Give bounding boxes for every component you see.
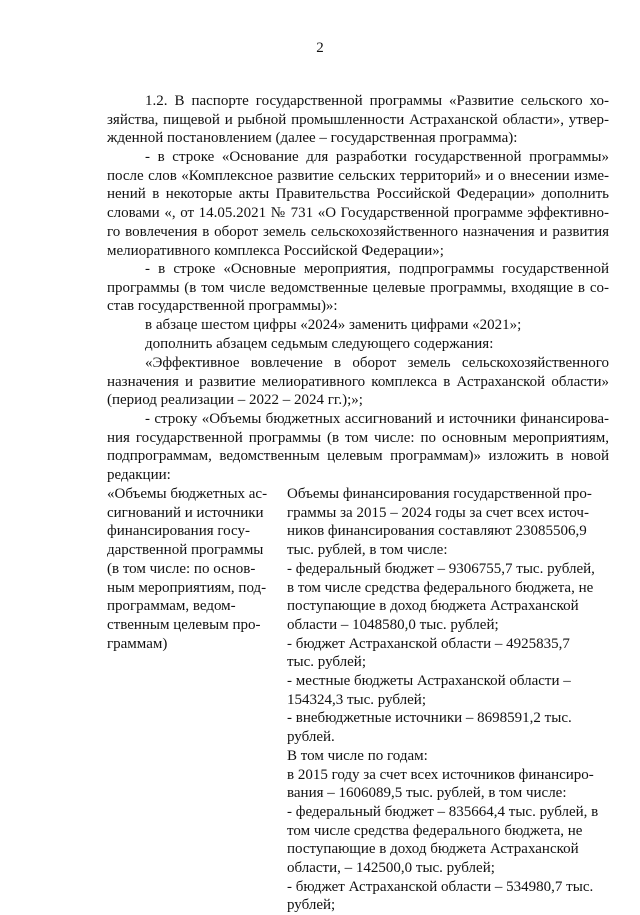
text-line: зяйства, пищевой и рыбной промышленности Астраханской области», утвер-: [107, 111, 609, 128]
text-line: поступающие в доход бюджета Астраханской: [287, 841, 579, 858]
text-line: граммам): [107, 635, 168, 652]
text-line: подпрограммам, ведомственным целевым программам)» изложить в новой: [107, 448, 609, 465]
paragraph-4: в абзаце шестом цифры «2024» заменить цифрами «2021»;: [145, 317, 522, 333]
text-line: финансирования госу-: [107, 523, 250, 540]
text-line: - строку «Объемы бюджетных ассигнований и источники финансирова-: [145, 411, 609, 427]
text-line: рублей.: [287, 729, 335, 746]
text-line: словами «, от 14.05.2021 № 731 «О Государственной программе эффективно-: [107, 205, 609, 222]
text-line: редакции:: [107, 467, 171, 484]
text-line: «Объемы бюджетных ас-: [107, 486, 268, 502]
paragraph-1: [107, 92, 609, 148]
text-line: мелиоративного комплекса Российской Федерации»;: [107, 242, 444, 259]
text-line: после слов «Комплексное развитие сельских территорий» и о внесении изме-: [107, 167, 609, 184]
text-line: - федеральный бюджет – 9306755,7 тыс. рублей,: [287, 560, 595, 577]
text-line: вания – 1606089,5 тыс. рублей, в том числе:: [287, 785, 567, 802]
text-line: граммы за 2015 – 2024 годы за счет всех источ-: [287, 504, 589, 521]
text-line: - в строке «Основание для разработки государственной программы»: [145, 149, 609, 165]
text-line: дарственной программы: [107, 542, 264, 559]
text-line: ным мероприятиям, под-: [107, 579, 267, 596]
text-line: жденной постановлением (далее – государственная программа):: [107, 130, 518, 147]
text-line: том числе средства федерального бюджета, не: [287, 822, 583, 839]
text-line: тыс. рублей, в том числе:: [287, 542, 448, 559]
text-line: став государственной программы)»:: [107, 298, 338, 315]
paragraph-7: [107, 410, 609, 485]
text-line: в том числе средства федерального бюджета, не: [287, 579, 594, 596]
text-line: (период реализации – 2022 – 2024 гг.);»;: [107, 392, 363, 409]
text-line: - в строке «Основные мероприятия, подпрограммы государственной: [145, 261, 609, 277]
text-line: программы (в том числе ведомственные целевые программы, входящие в со-: [107, 279, 609, 296]
text-line: области – 1048580,0 тыс. рублей;: [287, 616, 499, 633]
paragraph-6: [107, 354, 609, 410]
text-line: 154324,3 тыс. рублей;: [287, 691, 426, 708]
text-line: - внебюджетные источники – 8698591,2 тыс.: [287, 710, 572, 727]
page-number: 2: [316, 40, 324, 56]
text-line: го вовлечения в оборот земель сельскохозяйственного назначения и развития: [107, 223, 609, 240]
text-line: - бюджет Астраханской области – 4925835,7: [287, 635, 570, 652]
text-line: в 2015 году за счет всех источников финансиро-: [287, 766, 594, 783]
text-line: Объемы финансирования государственной про-: [287, 486, 592, 502]
table-right-column: [287, 485, 609, 915]
text-line: - федеральный бюджет – 835664,4 тыс. рублей, в: [287, 803, 599, 820]
text-line: области, – 142500,0 тыс. рублей;: [287, 860, 495, 877]
paragraph-5: дополнить абзацем седьмым следующего содержания:: [145, 336, 494, 352]
text-line: ния государственной программы (в том числе: по основным мероприятиям,: [107, 429, 609, 446]
text-line: «Эффективное вовлечение в оборот земель сельскохозяйственного: [145, 355, 609, 371]
text-line: (в том числе: по основ-: [107, 560, 256, 577]
text-line: В том числе по годам:: [287, 747, 428, 764]
text-line: - бюджет Астраханской области – 534980,7 тыс.: [287, 878, 594, 895]
text-line: ников финансирования составляют 23085506,9: [287, 523, 587, 540]
text-line: сигнований и источники: [107, 504, 264, 521]
table-left-column: [107, 485, 272, 653]
text-line: назначения и развитие мелиоративного комплекса в Астраханской области»: [107, 373, 609, 390]
text-line: 1.2. В паспорте государственной программы «Развитие сельского хо-: [145, 93, 609, 109]
paragraph-2: [107, 148, 609, 260]
text-line: - местные бюджеты Астраханской области –: [287, 673, 571, 690]
text-line: ственным целевым про-: [107, 616, 261, 633]
text-line: программам, ведом-: [107, 598, 236, 615]
text-line: тыс. рублей;: [287, 654, 366, 671]
text-line: нений в некоторые акты Правительства Российской Федерации» дополнить: [107, 186, 609, 203]
text-line: поступающие в доход бюджета Астраханской: [287, 598, 579, 615]
paragraph-3: [107, 260, 609, 316]
text-line: рублей;: [287, 897, 336, 914]
